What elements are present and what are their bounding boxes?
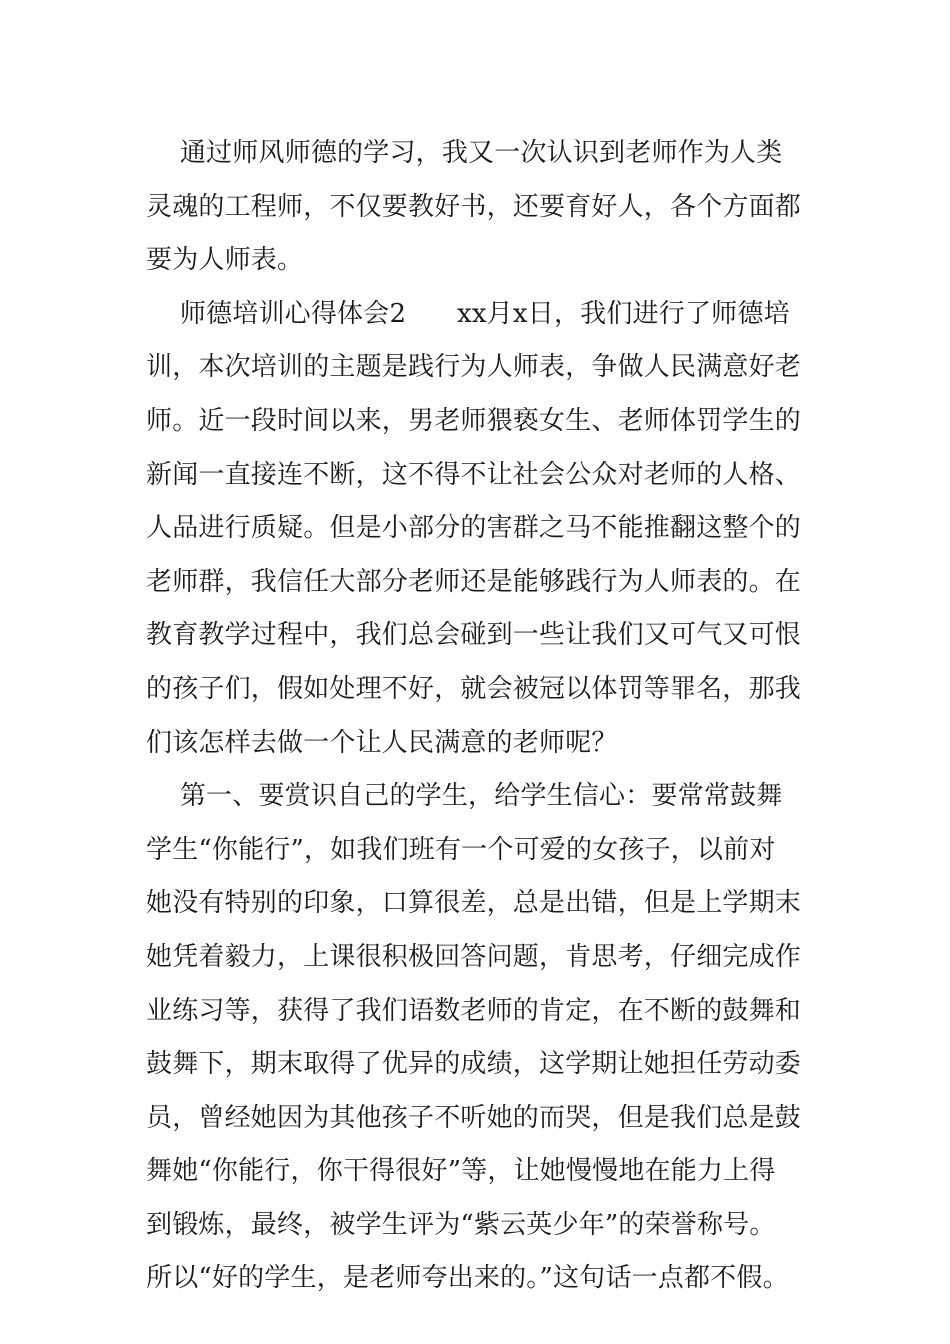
text-line: 老师群，我信任大部分老师还是能够践行为人师表的。在: [146, 566, 802, 597]
text-line: 她凭着毅力，上课很积极回答问题，肯思考，仔细完成作: [146, 941, 802, 972]
text-line: 灵魂的工程师，不仅要教好书，还要育好人，各个方面都: [146, 191, 802, 222]
text-line: 通过师风师德的学习，我又一次认识到老师作为人类: [146, 138, 783, 168]
text-line: 的孩子们，假如处理不好，就会被冠以体罚等罪名，那我: [146, 673, 802, 704]
text-line: 师。近一段时间以来，男老师猥亵女生、老师体罚学生的: [146, 405, 802, 436]
text-line: 学生“你能行”，如我们班有一个可爱的女孩子，以前对: [146, 834, 776, 865]
text-line: 第一、要赏识自己的学生，给学生信心：要常常鼓舞: [146, 781, 783, 812]
text-line: 师德培训心得体会2 xx月x日，我们进行了师德培: [146, 298, 790, 329]
text-line: 舞她“你能行，你干得很好”等，让她慢慢地在能力上得: [146, 1156, 776, 1187]
text-line: 们该怎样去做一个让人民满意的老师呢？: [146, 727, 618, 758]
text-line: 到锻炼，最终，被学生评为“紫云英少年”的荣誉称号。: [146, 1209, 776, 1240]
text-line: 所以“好的学生，是老师夸出来的。”这句话一点都不假。: [146, 1263, 789, 1294]
document-body: [146, 127, 811, 1306]
text-line: 人品进行质疑。但是小部分的害群之马不能推翻这整个的: [146, 513, 802, 544]
text-line: 训，本次培训的主题是践行为人师表，争做人民满意好老: [146, 352, 802, 383]
text-line: 业练习等，获得了我们语数老师的肯定，在不断的鼓舞和: [146, 995, 802, 1026]
text-line: 要为人师表。: [146, 245, 304, 276]
text-line: 鼓舞下，期末取得了优异的成绩，这学期让她担任劳动委: [146, 1049, 802, 1080]
text-line: 新闻一直接连不断，这不得不让社会公众对老师的人格、: [146, 459, 802, 490]
text-line: 员，曾经她因为其他孩子不听她的而哭，但是我们总是鼓: [146, 1102, 802, 1133]
text-line: 她没有特别的印象，口算很差，总是出错，但是上学期末: [146, 888, 802, 919]
text-line: 教育教学过程中，我们总会碰到一些让我们又可气又可恨: [146, 620, 802, 651]
